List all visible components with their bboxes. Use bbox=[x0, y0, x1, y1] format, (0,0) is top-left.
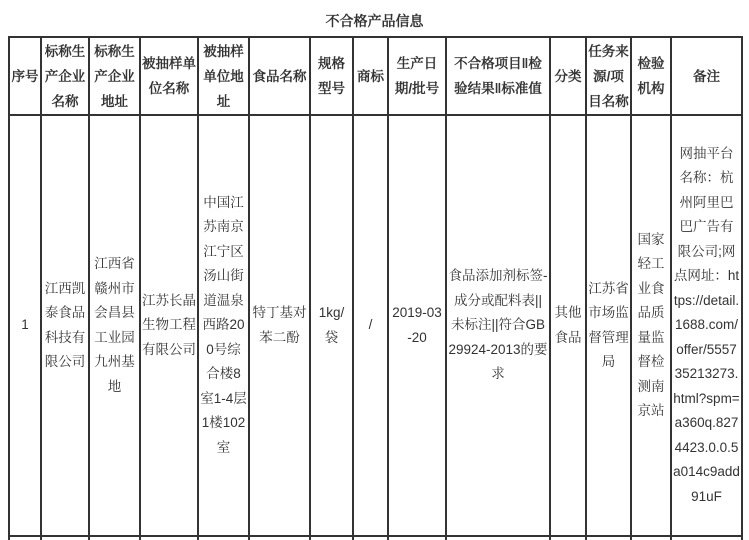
cell-task-source: 江苏省市场监督管理局 bbox=[586, 115, 631, 536]
col-header-task-source: 任务来源/项目名称 bbox=[586, 37, 631, 115]
col-header-spec-model: 规格型号 bbox=[310, 37, 353, 115]
cell-sampled-unit-address: 中国江苏南京江宁区汤山街道温泉西路200号综合楼8室1-4层1楼102室 bbox=[198, 115, 249, 536]
col-header-trademark: 商标 bbox=[353, 37, 388, 115]
next-row-cell bbox=[310, 536, 353, 540]
col-header-category: 分类 bbox=[550, 37, 586, 115]
col-header-remark: 备注 bbox=[671, 37, 742, 115]
next-row-cell bbox=[198, 536, 249, 540]
col-header-production-date-batch: 生产日期/批号 bbox=[388, 37, 446, 115]
cell-remark: 网抽平台名称：杭州阿里巴巴广告有限公司;网点网址：https://detail.1688.com/offer/555735213273.html?spm=a360q.8274423.0.0.5a014c9add91uF bbox=[671, 115, 742, 536]
next-row-cell bbox=[140, 536, 198, 540]
col-header-producer-address: 标称生产企业地址 bbox=[89, 37, 140, 115]
noncompliant-products-table bbox=[8, 36, 743, 540]
table-header-row bbox=[9, 37, 742, 115]
next-row-cell bbox=[249, 536, 310, 540]
next-row-cell bbox=[671, 536, 742, 540]
cell-sampled-unit-name: 江苏长晶生物工程有限公司 bbox=[140, 115, 198, 536]
next-row-cell bbox=[41, 536, 89, 540]
cell-production-date-batch: 2019-03-20 bbox=[388, 115, 446, 536]
next-row-cell bbox=[586, 536, 631, 540]
cell-trademark: / bbox=[353, 115, 388, 536]
next-row-cell bbox=[446, 536, 550, 540]
cell-noncompliant-item: 食品添加剂标签-成分或配料表||未标注||符合GB29924-2013的要求 bbox=[446, 115, 550, 536]
cell-food-name: 特丁基对苯二酚 bbox=[249, 115, 310, 536]
col-header-noncompliant-item: 不合格项目‖检验结果‖标准值 bbox=[446, 37, 550, 115]
cell-seq: 1 bbox=[9, 115, 41, 536]
col-header-sampled-unit-address: 被抽样单位地址 bbox=[198, 37, 249, 115]
col-header-seq: 序号 bbox=[9, 37, 41, 115]
cell-spec-model: 1kg/袋 bbox=[310, 115, 353, 536]
col-header-inspection-agency: 检验机构 bbox=[631, 37, 671, 115]
next-row-clipped bbox=[9, 536, 742, 540]
table-row bbox=[9, 115, 742, 536]
cell-category: 其他食品 bbox=[550, 115, 586, 536]
col-header-food-name: 食品名称 bbox=[249, 37, 310, 115]
page-title: 不合格产品信息 bbox=[325, 13, 424, 29]
next-row-cell bbox=[631, 536, 671, 540]
next-row-cell bbox=[89, 536, 140, 540]
cell-inspection-agency: 国家轻工业食品质量监督检测南京站 bbox=[631, 115, 671, 536]
col-header-sampled-unit-name: 被抽样单位名称 bbox=[140, 37, 198, 115]
cell-producer-name: 江西凯泰食品科技有限公司 bbox=[41, 115, 89, 536]
next-row-cell bbox=[388, 536, 446, 540]
col-header-producer-name: 标称生产企业名称 bbox=[41, 37, 89, 115]
cell-producer-address: 江西省赣州市会昌县工业园九州基地 bbox=[89, 115, 140, 536]
next-row-cell bbox=[353, 536, 388, 540]
next-row-cell bbox=[9, 536, 41, 540]
next-row-cell bbox=[550, 536, 586, 540]
